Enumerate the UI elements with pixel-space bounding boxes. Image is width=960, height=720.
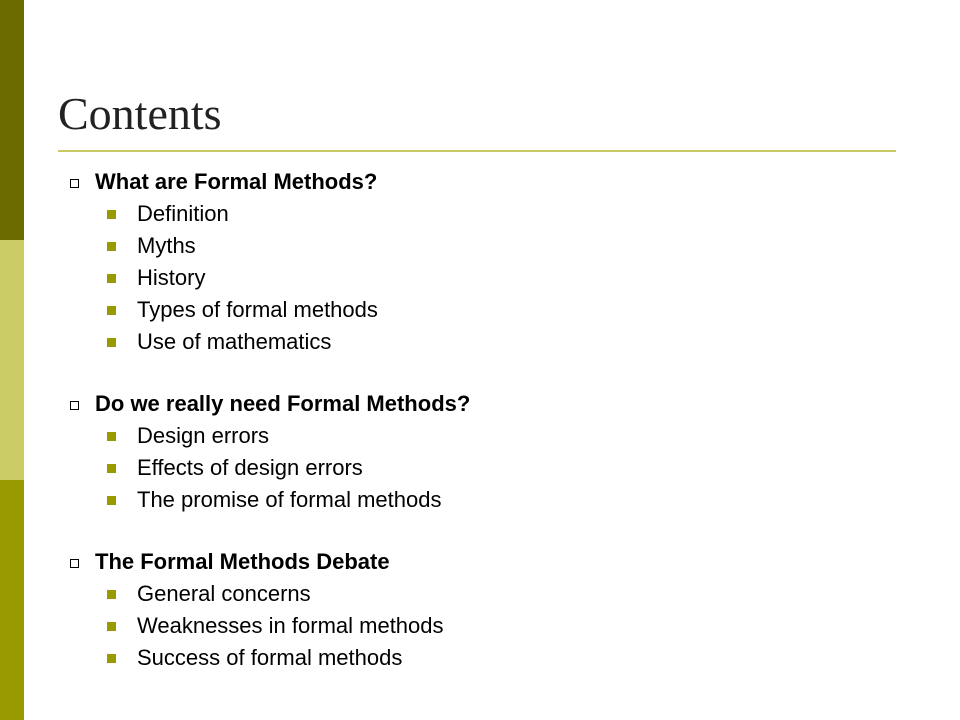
contents-list: [58, 166, 918, 704]
list-item-label: The promise of formal methods: [137, 487, 442, 512]
title-divider: [58, 150, 896, 152]
side-accent-bar-middle: [0, 240, 24, 480]
section-heading-label: The Formal Methods Debate: [95, 549, 390, 574]
list-item-label: Myths: [137, 233, 196, 258]
list-item-label: Definition: [137, 201, 229, 226]
list-item: [58, 262, 918, 294]
list-item: [58, 642, 918, 674]
section-heading-label: What are Formal Methods?: [95, 169, 378, 194]
list-item-label: Design errors: [137, 423, 270, 448]
square-bullet-icon: [107, 242, 116, 251]
section-heading-label: Do we really need Formal Methods?: [95, 391, 471, 416]
list-item-label: Effects of design errors: [137, 455, 363, 480]
section-heading: [58, 166, 918, 198]
list-item: [58, 484, 918, 516]
list-item-label: Weaknesses in formal methods: [137, 613, 444, 638]
square-bullet-icon: [107, 274, 116, 283]
sub-item-list: [58, 420, 918, 516]
list-item-label: Use of mathematics: [137, 329, 332, 354]
square-bullet-icon: [107, 622, 116, 631]
section-formal-methods-debate: [58, 546, 918, 674]
square-bullet-icon: [107, 338, 116, 347]
list-item: [58, 198, 918, 230]
section-heading: [58, 388, 918, 420]
list-item: [58, 294, 918, 326]
list-item-label: General concerns: [137, 581, 311, 606]
section-do-we-need-formal-methods: [58, 388, 918, 516]
list-item-label: Success of formal methods: [137, 645, 403, 670]
list-item: [58, 452, 918, 484]
list-item-label: History: [137, 265, 206, 290]
list-item: [58, 230, 918, 262]
list-item: [58, 578, 918, 610]
square-bullet-icon: [107, 464, 116, 473]
hollow-square-bullet-icon: [70, 559, 79, 568]
side-accent-bar-bottom: [0, 480, 24, 720]
slide-title: Contents: [58, 88, 222, 139]
section-what-are-formal-methods: [58, 166, 918, 358]
square-bullet-icon: [107, 432, 116, 441]
square-bullet-icon: [107, 590, 116, 599]
hollow-square-bullet-icon: [70, 179, 79, 188]
section-heading: [58, 546, 918, 578]
list-item: [58, 610, 918, 642]
sub-item-list: [58, 198, 918, 358]
hollow-square-bullet-icon: [70, 401, 79, 410]
square-bullet-icon: [107, 496, 116, 505]
list-item: [58, 420, 918, 452]
list-item: [58, 326, 918, 358]
side-accent-bar-top: [0, 0, 24, 240]
square-bullet-icon: [107, 210, 116, 219]
square-bullet-icon: [107, 306, 116, 315]
sub-item-list: [58, 578, 918, 674]
square-bullet-icon: [107, 654, 116, 663]
list-item-label: Types of formal methods: [137, 297, 378, 322]
